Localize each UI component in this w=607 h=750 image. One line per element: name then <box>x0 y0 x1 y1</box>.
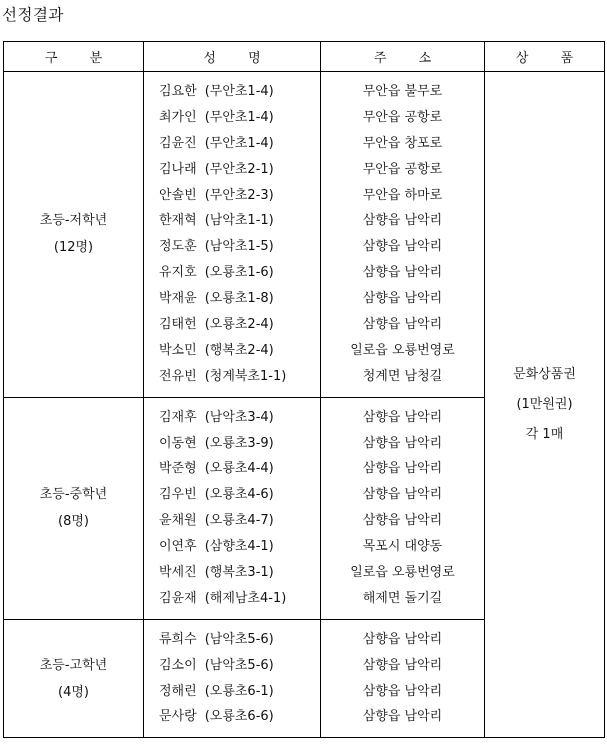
name-entry <box>144 482 320 508</box>
student-address: 일로읍 오룡번영로 <box>350 342 455 358</box>
header-category: 구 분 <box>4 42 144 72</box>
student-name: 한재혁 <box>159 213 197 229</box>
category-label: 초등-중학년 <box>39 487 108 503</box>
student-address: 삼향읍 남악리 <box>362 409 443 425</box>
student-name: 정해린 <box>159 683 197 699</box>
name-entry <box>144 431 320 457</box>
name-entry <box>144 260 320 286</box>
student-name: 김태헌 <box>159 317 197 333</box>
student-school: (해제남초4-1) <box>204 590 287 606</box>
student-address: 청계면 남청길 <box>362 368 443 384</box>
name-entry <box>144 364 320 390</box>
header-name: 성 명 <box>144 42 321 72</box>
student-school: (무안초1-4) <box>204 135 274 151</box>
category-count: (4명) <box>58 684 89 700</box>
address-cell <box>321 619 485 738</box>
header-prize: 상 품 <box>485 42 605 72</box>
student-school: (무안초1-4) <box>204 84 274 99</box>
category-block <box>4 481 143 535</box>
category-count: (12명) <box>53 240 94 256</box>
student-school: (오룡초2-4) <box>204 317 274 333</box>
student-school: (청계북초1-1) <box>204 368 287 384</box>
table-header-row <box>4 42 605 72</box>
prize-line: 문화상품권 <box>513 366 576 382</box>
name-entry <box>144 627 320 653</box>
student-name: 문사랑 <box>159 709 197 725</box>
name-entry <box>144 679 320 705</box>
name-entry <box>144 183 320 209</box>
student-school: (무안초2-1) <box>204 161 274 177</box>
student-address: 삼향읍 남악리 <box>362 265 443 281</box>
category-label: 초등-고학년 <box>39 657 108 673</box>
student-name: 박준형 <box>159 461 197 477</box>
student-school: (오룡초6-6) <box>204 709 274 725</box>
student-address: 삼향읍 남악리 <box>362 513 443 529</box>
student-address: 일로읍 오룡번영로 <box>350 565 455 581</box>
name-entry <box>144 157 320 183</box>
student-name: 김우빈 <box>159 487 197 503</box>
name-entry <box>144 586 320 612</box>
student-school: (오룡초4-7) <box>204 513 274 529</box>
student-address: 목포시 대양동 <box>362 539 443 555</box>
student-name: 김요한 <box>159 84 197 99</box>
student-address: 무안읍 공항로 <box>362 161 443 177</box>
student-school: (남악초1-1) <box>204 213 274 229</box>
address-cell <box>321 72 485 398</box>
name-entry <box>144 405 320 431</box>
student-school: (오룡초1-8) <box>204 291 274 307</box>
name-entry <box>144 653 320 679</box>
student-address: 삼향읍 남악리 <box>362 239 443 255</box>
student-school: (오룡초1-6) <box>204 265 274 281</box>
student-address: 무안읍 불무로 <box>362 84 443 99</box>
table-row <box>4 72 605 398</box>
name-entry <box>144 105 320 131</box>
category-label: 초등-저학년 <box>39 213 108 229</box>
name-entry <box>144 79 320 105</box>
student-school: (오룡초3-9) <box>204 435 274 451</box>
student-name: 이연후 <box>159 539 197 555</box>
header-address: 주 소 <box>321 42 485 72</box>
student-address: 무안읍 하마로 <box>362 187 443 203</box>
category-block <box>4 652 143 706</box>
student-address: 삼향읍 남악리 <box>362 461 443 477</box>
prize-line: 각 1매 <box>525 426 564 442</box>
name-entry <box>144 534 320 560</box>
category-cell <box>4 397 144 619</box>
category-block <box>4 207 143 261</box>
student-school: (남악초1-5) <box>204 239 274 255</box>
name-entry <box>144 338 320 364</box>
student-school: (행복초2-4) <box>204 342 274 358</box>
student-address: 삼향읍 남악리 <box>362 213 443 229</box>
student-school: (오룡초4-4) <box>204 461 274 477</box>
student-address: 삼향읍 남악리 <box>362 683 443 699</box>
prize-cell <box>485 72 605 738</box>
student-address: 삼향읍 남악리 <box>362 487 443 503</box>
student-address: 삼향읍 남악리 <box>362 709 443 725</box>
selection-result-table <box>3 41 605 738</box>
name-entry <box>144 508 320 534</box>
name-entry <box>144 131 320 157</box>
student-school: (남악초5-6) <box>204 657 274 673</box>
student-school: (무안초1-4) <box>204 109 274 125</box>
student-address: 해제면 돌기길 <box>362 590 443 606</box>
name-entry <box>144 286 320 312</box>
student-name: 김윤재 <box>159 590 197 606</box>
name-cell <box>144 72 321 398</box>
student-name: 이동현 <box>159 435 197 451</box>
student-school: (오룡초6-1) <box>204 683 274 699</box>
student-school: (무안초2-3) <box>204 187 274 203</box>
student-address: 삼향읍 남악리 <box>362 291 443 307</box>
category-cell <box>4 619 144 738</box>
name-entry <box>144 234 320 260</box>
page-title: 선정결과 <box>2 6 64 24</box>
student-name: 최가인 <box>159 109 197 125</box>
prize-line: (1만원권) <box>516 396 573 412</box>
student-school: (오룡초4-6) <box>204 487 274 503</box>
student-name: 윤채원 <box>159 513 197 529</box>
student-school: (남악초5-6) <box>204 631 274 647</box>
student-name: 박소민 <box>159 342 197 358</box>
student-name: 박재윤 <box>159 291 197 307</box>
name-entry <box>144 456 320 482</box>
student-address: 삼향읍 남악리 <box>362 317 443 333</box>
student-school: (행복초3-1) <box>204 565 274 581</box>
student-name: 정도훈 <box>159 239 197 255</box>
student-address: 삼향읍 남악리 <box>362 657 443 673</box>
prize-block <box>485 360 604 450</box>
student-name: 김나래 <box>159 161 197 177</box>
student-name: 박세진 <box>159 565 197 581</box>
address-cell <box>321 397 485 619</box>
name-entry <box>144 208 320 234</box>
student-address: 무안읍 창포로 <box>362 135 443 151</box>
student-school: (삼향초4-1) <box>204 539 274 555</box>
name-cell <box>144 397 321 619</box>
student-address: 삼향읍 남악리 <box>362 435 443 451</box>
name-entry <box>144 560 320 586</box>
name-cell <box>144 619 321 738</box>
category-cell <box>4 72 144 398</box>
student-name: 안솔빈 <box>159 187 197 203</box>
student-address: 무안읍 공항로 <box>362 109 443 125</box>
student-name: 유지호 <box>159 265 197 281</box>
student-school: (남악초3-4) <box>204 409 274 425</box>
student-name: 류희수 <box>159 631 197 647</box>
student-address: 삼향읍 남악리 <box>362 631 443 647</box>
name-entry <box>144 704 320 730</box>
student-name: 전유빈 <box>159 368 197 384</box>
student-name: 김재후 <box>159 409 197 425</box>
category-count: (8명) <box>58 514 89 530</box>
student-name: 김윤진 <box>159 135 197 151</box>
name-entry <box>144 312 320 338</box>
student-name: 김소이 <box>159 657 197 673</box>
